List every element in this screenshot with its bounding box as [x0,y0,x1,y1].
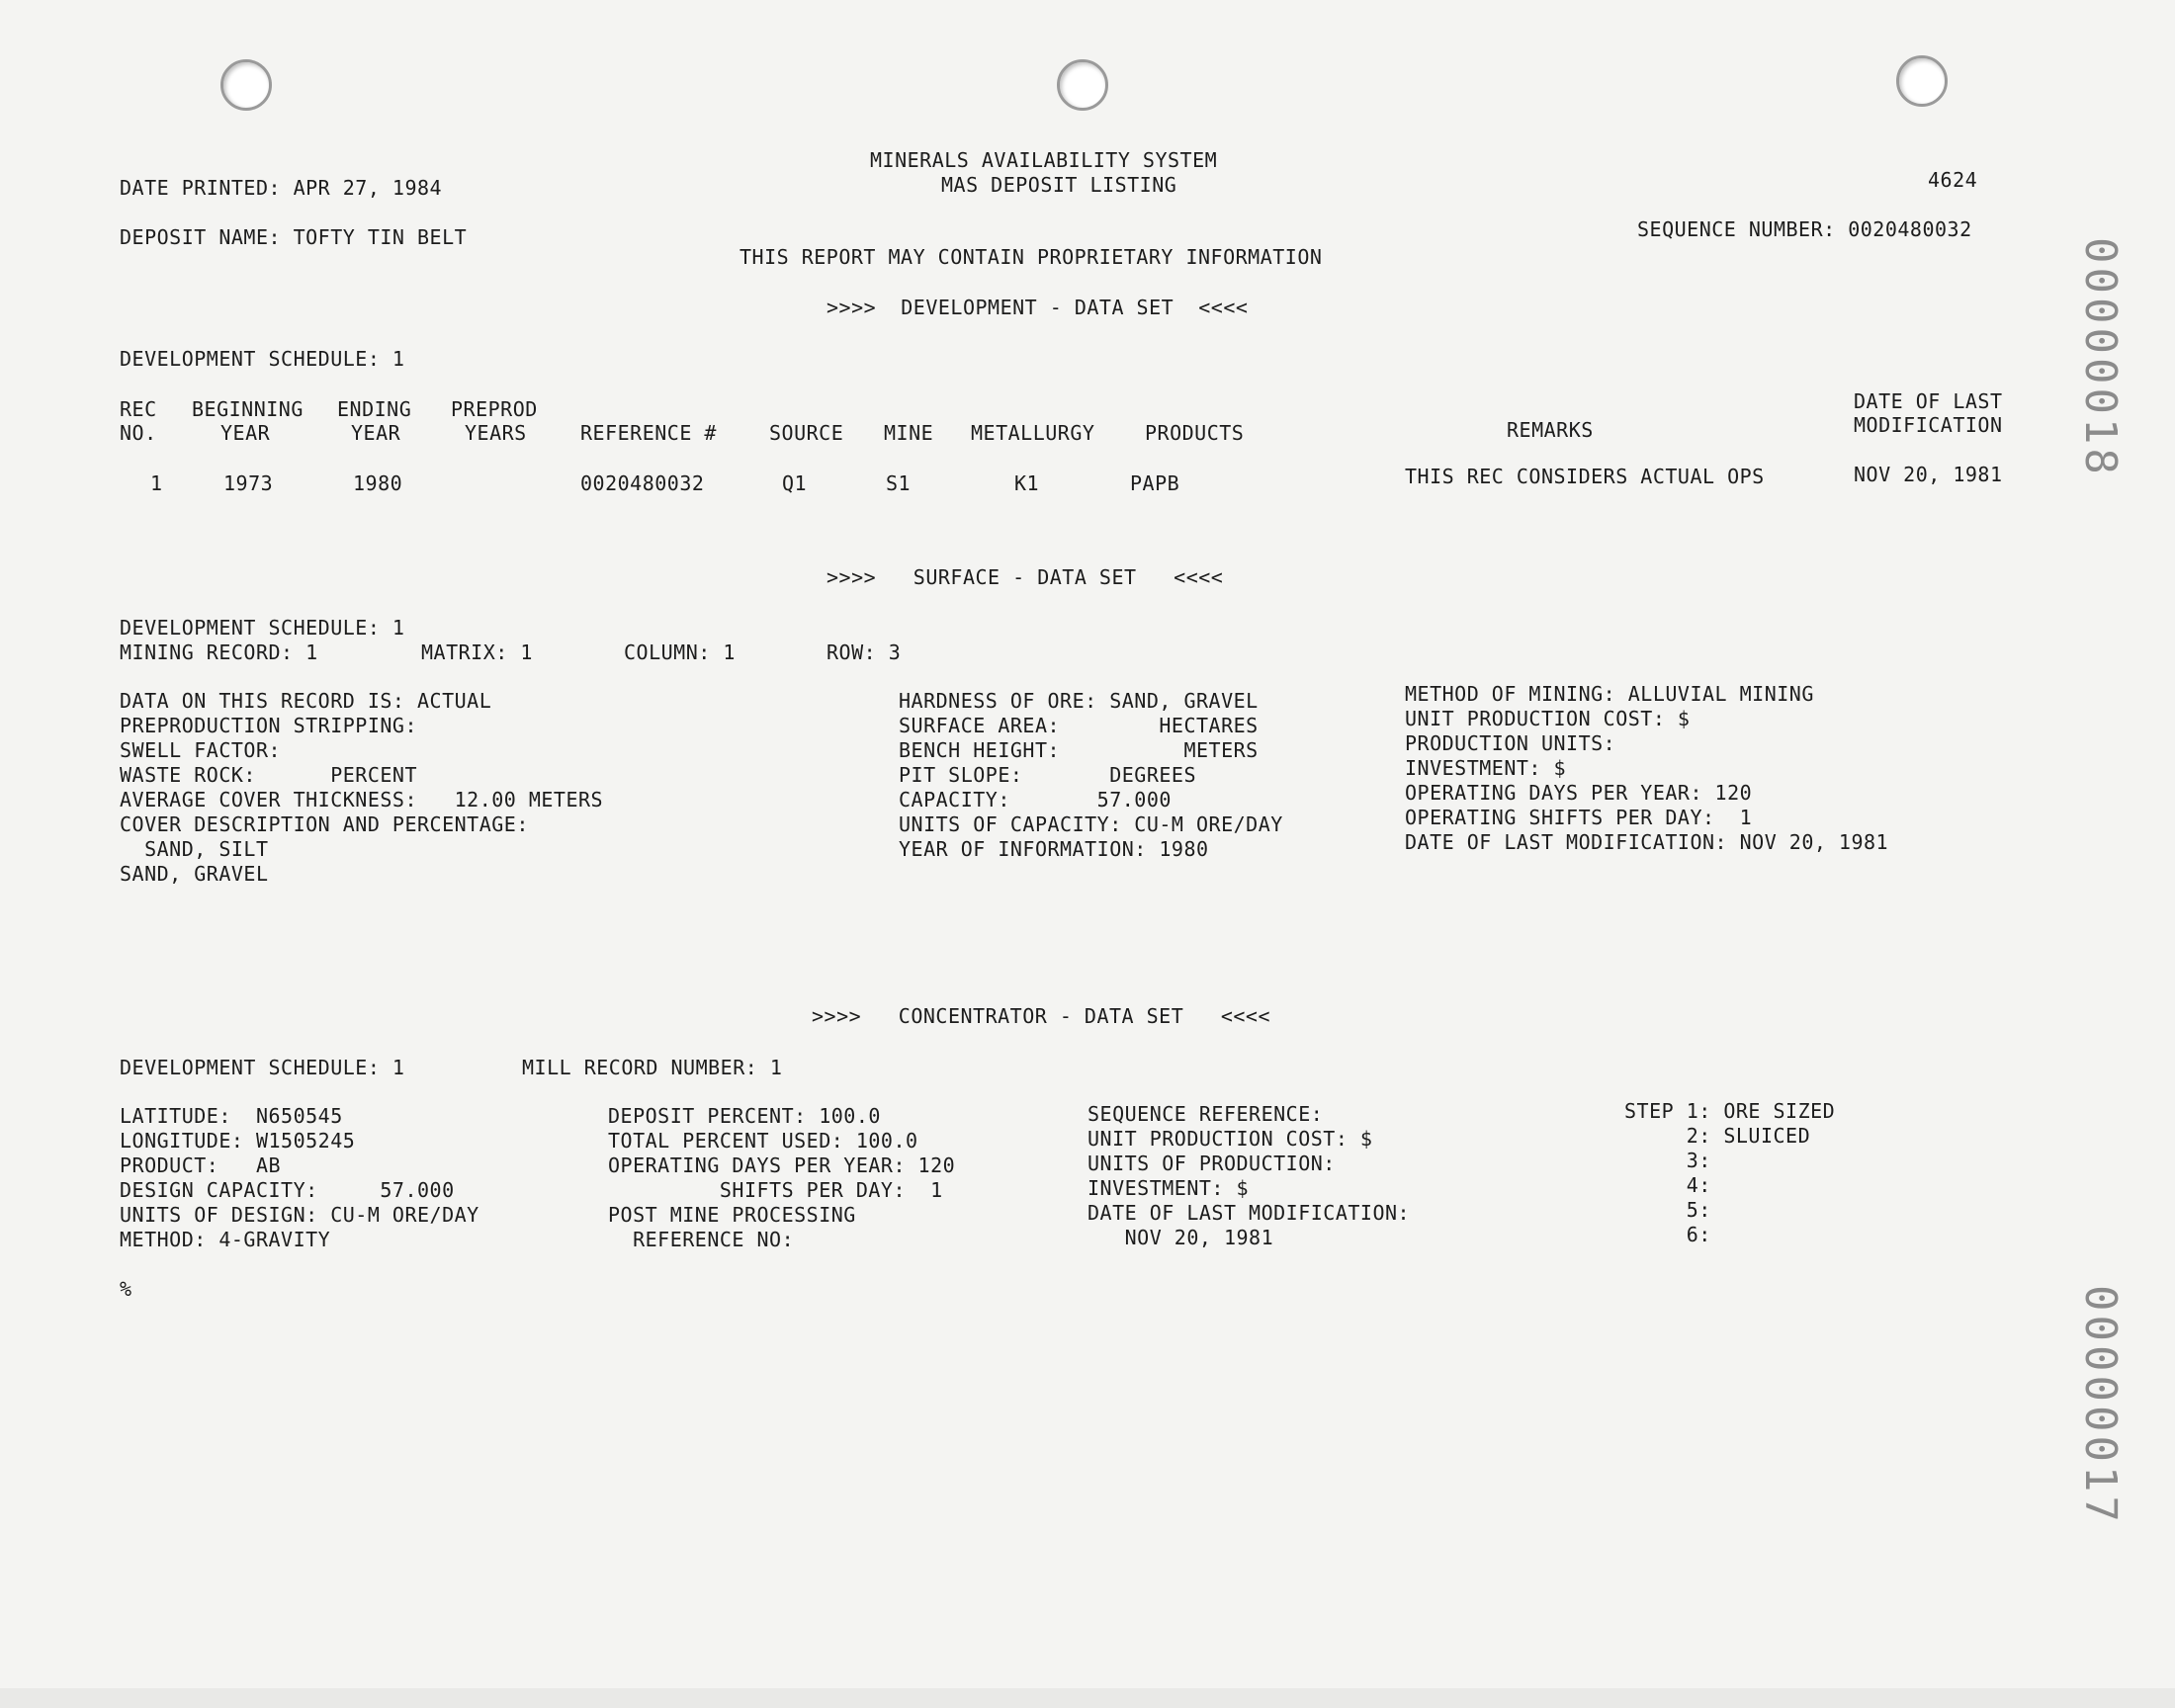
concentrator-col2-line: OPERATING DAYS PER YEAR: 120 [608,1153,956,1177]
concentrator-col3-line: SEQUENCE REFERENCE: [1088,1102,1324,1126]
surface-left-line: SWELL FACTOR: [120,738,282,762]
surface-middle-line: UNITS OF CAPACITY: CU-M ORE/DAY [899,812,1283,836]
concentrator-col3-line: INVESTMENT: $ [1088,1176,1250,1200]
surface-left-line: PREPRODUCTION STRIPPING: [120,714,417,737]
punch-hole-center [1057,59,1108,111]
surface-left-line: SAND, SILT [120,837,269,861]
concentrator-col1-line: DESIGN CAPACITY: 57.000 [120,1178,455,1202]
concentrator-col3-line: NOV 20, 1981 [1088,1226,1274,1249]
concentrator-step-line: 3: [1624,1149,1711,1172]
surface-left-line: WASTE ROCK: PERCENT [120,763,417,787]
surface-right-line: INVESTMENT: $ [1405,756,1567,780]
surface-schedule: DEVELOPMENT SCHEDULE: 1 [120,616,405,640]
col-header-mine: MINE [884,421,934,445]
col-header-ending-1: ENDING [337,397,412,421]
dev-row-mine: S1 [886,471,912,495]
surface-left-line: COVER DESCRIPTION AND PERCENTAGE: [120,812,529,836]
concentrator-col2-line: SHIFTS PER DAY: 1 [608,1178,943,1202]
concentrator-col2-line: REFERENCE NO: [608,1228,795,1251]
surface-matrix: MATRIX: 1 [421,640,533,664]
concentrator-col2-line: TOTAL PERCENT USED: 100.0 [608,1129,918,1153]
col-header-last-mod-2: MODIFICATION [1854,413,2003,437]
surface-middle-line: CAPACITY: 57.000 [899,788,1172,811]
surface-right-line: UNIT PRODUCTION COST: $ [1405,707,1691,730]
surface-middle-line: YEAR OF INFORMATION: 1980 [899,837,1209,861]
concentrator-col3-line: DATE OF LAST MODIFICATION: [1088,1201,1411,1225]
concentrator-step-line: 6: [1624,1223,1711,1246]
listing-title: MAS DEPOSIT LISTING [941,173,1177,197]
concentrator-col3-line: UNIT PRODUCTION COST: $ [1088,1127,1373,1151]
side-stamp-bottom: 00000017 [2075,1285,2126,1526]
concentrator-step-line: 4: [1624,1173,1711,1197]
col-header-beginning-2: YEAR [220,421,271,445]
concentrator-col1-line: LATITUDE: N650545 [120,1104,343,1128]
concentrator-col1-line: UNITS OF DESIGN: CU-M ORE/DAY [120,1203,479,1227]
dev-row-products: PAPB [1130,471,1180,495]
dev-row-metallurgy: K1 [1014,471,1040,495]
side-stamp-top: 00000018 [2075,237,2126,478]
col-header-metallurgy: METALLURGY [971,421,1095,445]
surface-right-line: PRODUCTION UNITS: [1405,731,1616,755]
concentrator-schedule: DEVELOPMENT SCHEDULE: 1 [120,1056,405,1079]
col-header-beginning-1: BEGINNING [192,397,304,421]
surface-section-title: >>>> SURFACE - DATA SET <<<< [826,565,1224,589]
punch-hole-left [220,59,272,111]
surface-middle-line: PIT SLOPE: DEGREES [899,763,1196,787]
date-printed: DATE PRINTED: APR 27, 1984 [120,176,443,200]
dev-row-beginning: 1973 [223,471,274,495]
punch-hole-right [1896,55,1948,107]
deposit-name: DEPOSIT NAME: TOFTY TIN BELT [120,225,468,249]
concentrator-section-title: >>>> CONCENTRATOR - DATA SET <<<< [812,1004,1271,1028]
col-header-preprod-1: PREPROD [451,397,538,421]
surface-right-line: METHOD OF MINING: ALLUVIAL MINING [1405,682,1814,706]
system-title: MINERALS AVAILABILITY SYSTEM [870,148,1218,172]
concentrator-step-line: STEP 1: ORE SIZED [1624,1099,1836,1123]
concentrator-col1-line: METHOD: 4-GRAVITY [120,1228,331,1251]
concentrator-col1-line: PRODUCT: AB [120,1153,282,1177]
surface-middle-line: HARDNESS OF ORE: SAND, GRAVEL [899,689,1259,713]
sequence-number: SEQUENCE NUMBER: 0020480032 [1637,217,1972,241]
concentrator-step-line: 5: [1624,1198,1711,1222]
footer-mark: % [120,1277,132,1301]
dev-row-ending: 1980 [353,471,403,495]
page-number: 4624 [1928,168,1978,192]
surface-middle-line: BENCH HEIGHT: METERS [899,738,1259,762]
surface-left-line: DATA ON THIS RECORD IS: ACTUAL [120,689,492,713]
col-header-rec-1: REC [120,397,157,421]
concentrator-col2-line: POST MINE PROCESSING [608,1203,856,1227]
col-header-rec-2: NO. [120,421,157,445]
concentrator-col2-line: DEPOSIT PERCENT: 100.0 [608,1104,881,1128]
col-header-preprod-2: YEARS [465,421,527,445]
surface-middle-line: SURFACE AREA: HECTARES [899,714,1259,737]
surface-right-line: OPERATING DAYS PER YEAR: 120 [1405,781,1753,805]
development-schedule: DEVELOPMENT SCHEDULE: 1 [120,347,405,371]
concentrator-step-line: 2: SLUICED [1624,1124,1811,1148]
dev-row-remarks: THIS REC CONSIDERS ACTUAL OPS [1405,465,1765,488]
col-header-source: SOURCE [769,421,844,445]
dev-row-reference: 0020480032 [580,471,705,495]
surface-column: COLUMN: 1 [624,640,736,664]
proprietary-notice: THIS REPORT MAY CONTAIN PROPRIETARY INFORMATION [740,245,1323,269]
dev-row-rec: 1 [150,471,163,495]
concentrator-col3-line: UNITS OF PRODUCTION: [1088,1152,1336,1175]
surface-right-line: OPERATING SHIFTS PER DAY: 1 [1405,806,1753,829]
concentrator-col1-line: LONGITUDE: W1505245 [120,1129,356,1153]
concentrator-mill-record: MILL RECORD NUMBER: 1 [522,1056,783,1079]
surface-row: ROW: 3 [826,640,902,664]
surface-left-line: SAND, GRAVEL [120,862,269,886]
col-header-products: PRODUCTS [1145,421,1245,445]
surface-left-line: AVERAGE COVER THICKNESS: 12.00 METERS [120,788,604,811]
dev-row-last-mod: NOV 20, 1981 [1854,463,2003,486]
col-header-remarks: REMARKS [1507,418,1594,442]
surface-mining-record: MINING RECORD: 1 [120,640,318,664]
col-header-reference: REFERENCE # [580,421,717,445]
dev-row-source: Q1 [782,471,808,495]
development-section-title: >>>> DEVELOPMENT - DATA SET <<<< [826,296,1249,319]
surface-right-line: DATE OF LAST MODIFICATION: NOV 20, 1981 [1405,830,1889,854]
col-header-ending-2: YEAR [351,421,401,445]
col-header-last-mod-1: DATE OF LAST [1854,389,2003,413]
